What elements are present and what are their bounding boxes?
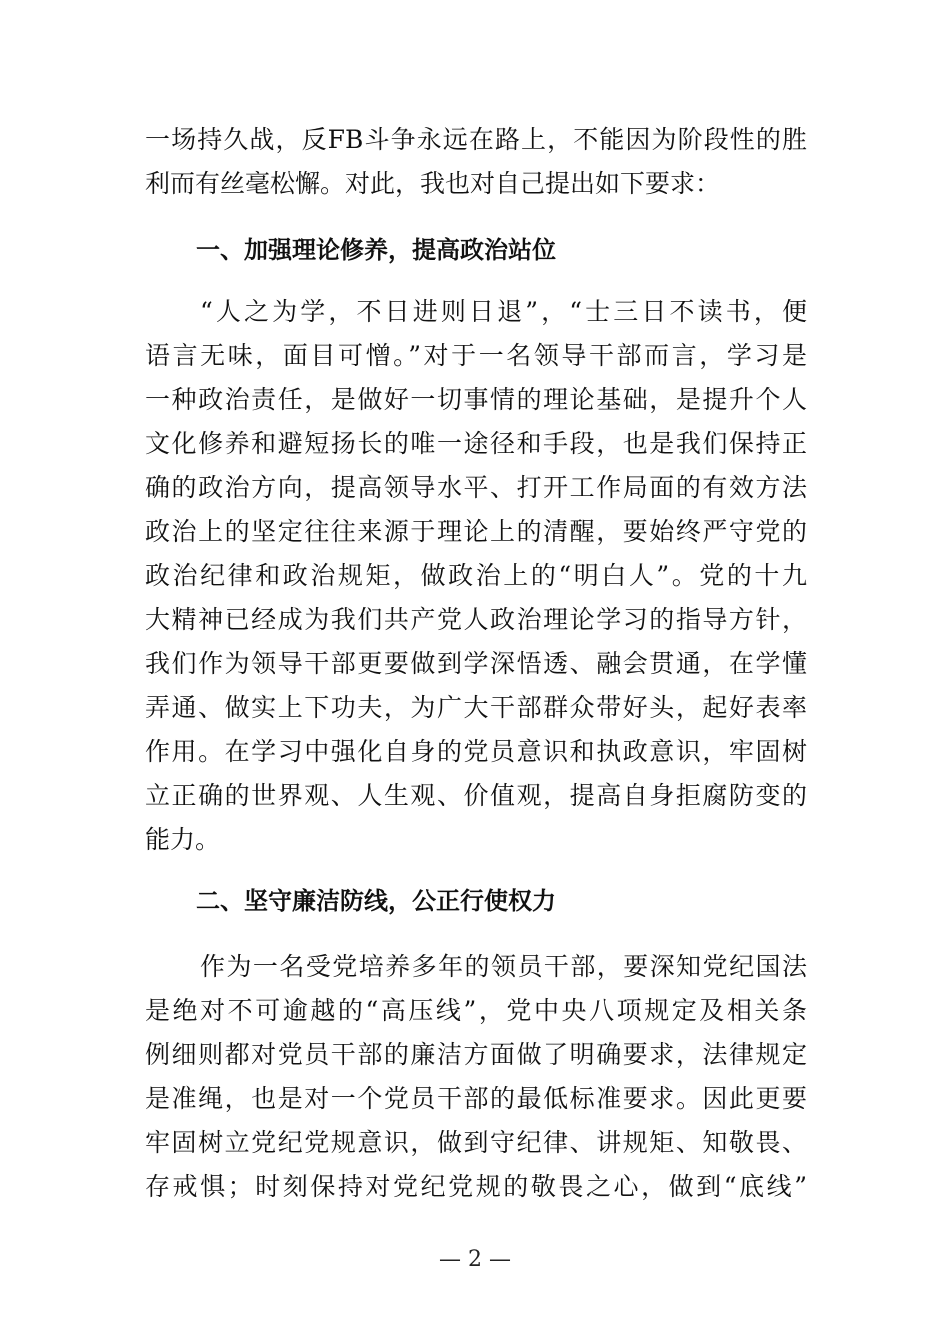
section-1-heading: 一、加强理论修养，提高政治站位 bbox=[196, 236, 556, 264]
section-1-line-9: 我们作为领导干部更要做到学深悟透、融会贯通，在学懂 bbox=[145, 649, 807, 678]
section-1-line-2: 语言无味，面目可憎。”对于一名领导干部而言，学习是 bbox=[145, 341, 807, 370]
section-1-line-12: 立正确的世界观、人生观、价值观，提高自身拒腐防变的 bbox=[145, 781, 807, 810]
section-1-line-3: 一种政治责任，是做好一切事情的理论基础，是提升个人 bbox=[145, 385, 807, 414]
intro-line-1: 一场持久战，反FB斗争永远在路上，不能因为阶段性的胜 bbox=[145, 125, 807, 154]
section-2-line-1: 作为一名受党培养多年的领员干部，要深知党纪国法 bbox=[200, 952, 807, 981]
section-1-line-6: 政治上的坚定往往来源于理论上的清醒，要始终严守党的 bbox=[145, 517, 807, 546]
section-2-line-2: 是绝对不可逾越的“高压线”，党中央八项规定及相关条 bbox=[145, 996, 807, 1025]
page-number: — 2 — bbox=[439, 1247, 511, 1272]
section-1-line-5: 确的政治方向，提高领导水平、打开工作局面的有效方法 bbox=[145, 473, 807, 502]
section-2-line-3: 例细则都对党员干部的廉洁方面做了明确要求，法律规定 bbox=[145, 1040, 807, 1069]
section-1-line-7: 政治纪律和政治规矩，做政治上的“明白人”。党的十九 bbox=[145, 561, 807, 590]
section-1-line-11: 作用。在学习中强化自身的党员意识和执政意识，牢固树 bbox=[145, 737, 807, 766]
section-1-line-4: 文化修养和避短扬长的唯一途径和手段，也是我们保持正 bbox=[145, 429, 807, 458]
section-2-heading: 二、坚守廉洁防线，公正行使权力 bbox=[196, 887, 556, 915]
section-1-line-13: 能力。 bbox=[145, 825, 221, 854]
section-1-line-10: 弄通、做实上下功夫，为广大干部群众带好头，起好表率 bbox=[145, 693, 807, 722]
section-2-line-4: 是准绳，也是对一个党员干部的最低标准要求。因此更要 bbox=[145, 1084, 807, 1113]
section-2-line-5: 牢固树立党纪党规意识，做到守纪律、讲规矩、知敬畏、 bbox=[145, 1128, 807, 1157]
intro-line-2: 利而有丝毫松懈。对此，我也对自己提出如下要求： bbox=[145, 169, 721, 198]
section-1-line-1: “人之为学，不日进则日退”，“士三日不读书，便 bbox=[200, 297, 807, 326]
section-2-line-6: 存戒惧；时刻保持对党纪党规的敬畏之心，做到“底线” bbox=[145, 1172, 807, 1201]
section-1-line-8: 大精神已经成为我们共产党人政治理论学习的指导方针， bbox=[145, 605, 807, 634]
